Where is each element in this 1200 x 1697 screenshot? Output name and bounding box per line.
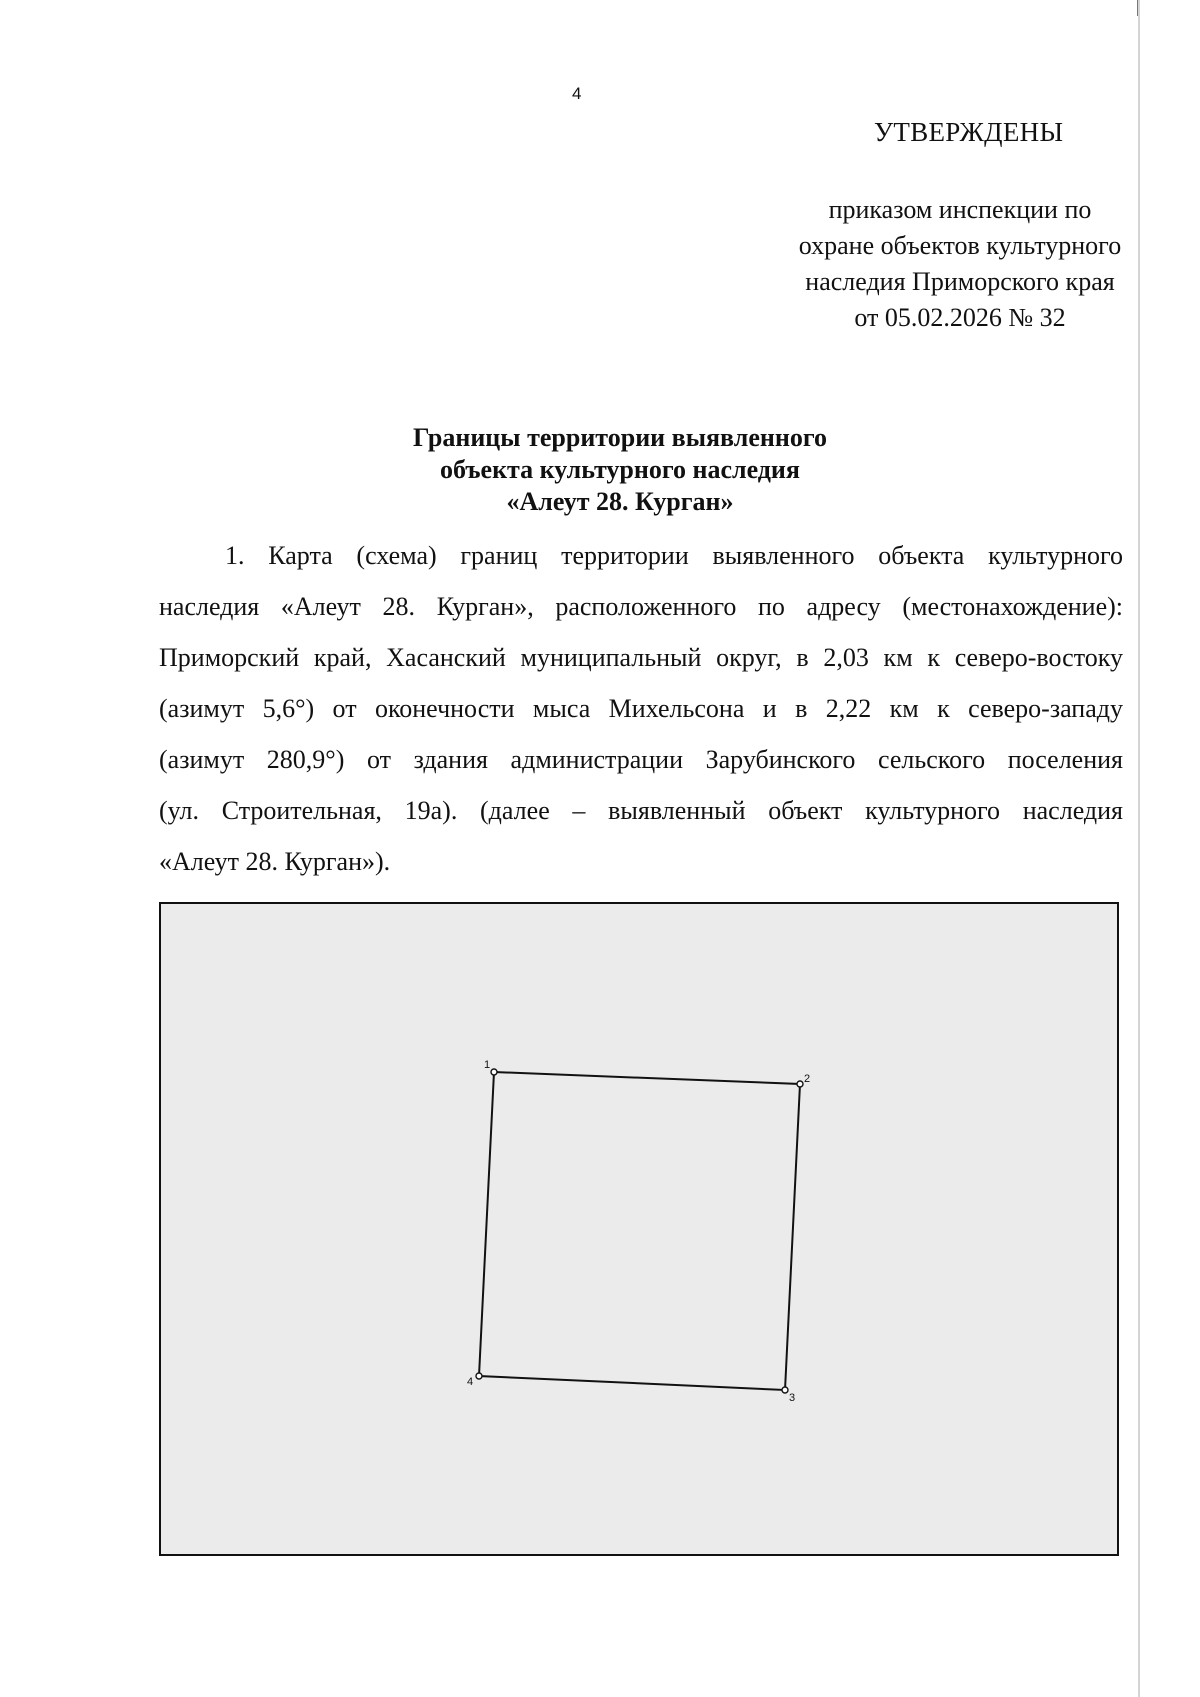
boundary-point-label-4: 4 (467, 1376, 474, 1388)
paragraph-line: наследия «Алеут 28. Курган», расположенного по адресу (местонахождение): (159, 592, 1123, 621)
paragraph-1 (159, 530, 1123, 887)
title-line: Границы территории выявленного (412, 423, 828, 452)
boundary-point-label-1: 1 (484, 1059, 491, 1071)
paragraph-line: «Алеут 28. Курган»). (159, 847, 391, 876)
approval-block (764, 192, 1156, 336)
approval-line: охране объектов культурного (798, 231, 1122, 260)
page-number: 4 (572, 84, 582, 103)
paragraph-line: (азимут 280,9°) от здания администрации Зарубинского сельского поселения (159, 745, 1123, 774)
boundary-map (161, 904, 1117, 1554)
approval-heading: УТВЕРЖДЕНЫ (874, 117, 1064, 147)
paragraph-line: 1. Карта (схема) границ территории выявленного объекта культурного (225, 541, 1123, 570)
paragraph-line: (ул. Строительная, 19а). (далее – выявленный объект культурного наследия (159, 796, 1123, 825)
approval-date-line: от 05.02.2026 № 32 (854, 303, 1066, 332)
boundary-map-frame (159, 902, 1119, 1556)
title-line: «Алеут 28. Курган» (506, 487, 734, 516)
boundary-polygon (479, 1072, 800, 1390)
boundary-point-label-3: 3 (789, 1392, 796, 1404)
boundary-point-1 (491, 1069, 497, 1075)
page-edge-mark (1137, 0, 1138, 16)
title-line: объекта культурного наследия (440, 455, 800, 484)
boundary-point-3 (782, 1387, 788, 1393)
document-title (320, 422, 920, 518)
boundary-point-label-2: 2 (804, 1073, 811, 1085)
boundary-point-4 (476, 1373, 482, 1379)
approval-line: приказом инспекции по (828, 195, 1092, 224)
boundary-point-2 (797, 1081, 803, 1087)
approval-line: наследия Приморского края (805, 267, 1115, 296)
paragraph-line: Приморский край, Хасанский муниципальный округ, в 2,03 км к северо-востоку (159, 643, 1123, 672)
paragraph-line: (азимут 5,6°) от оконечности мыса Михельсона и в 2,22 км к северо-западу (159, 694, 1123, 723)
